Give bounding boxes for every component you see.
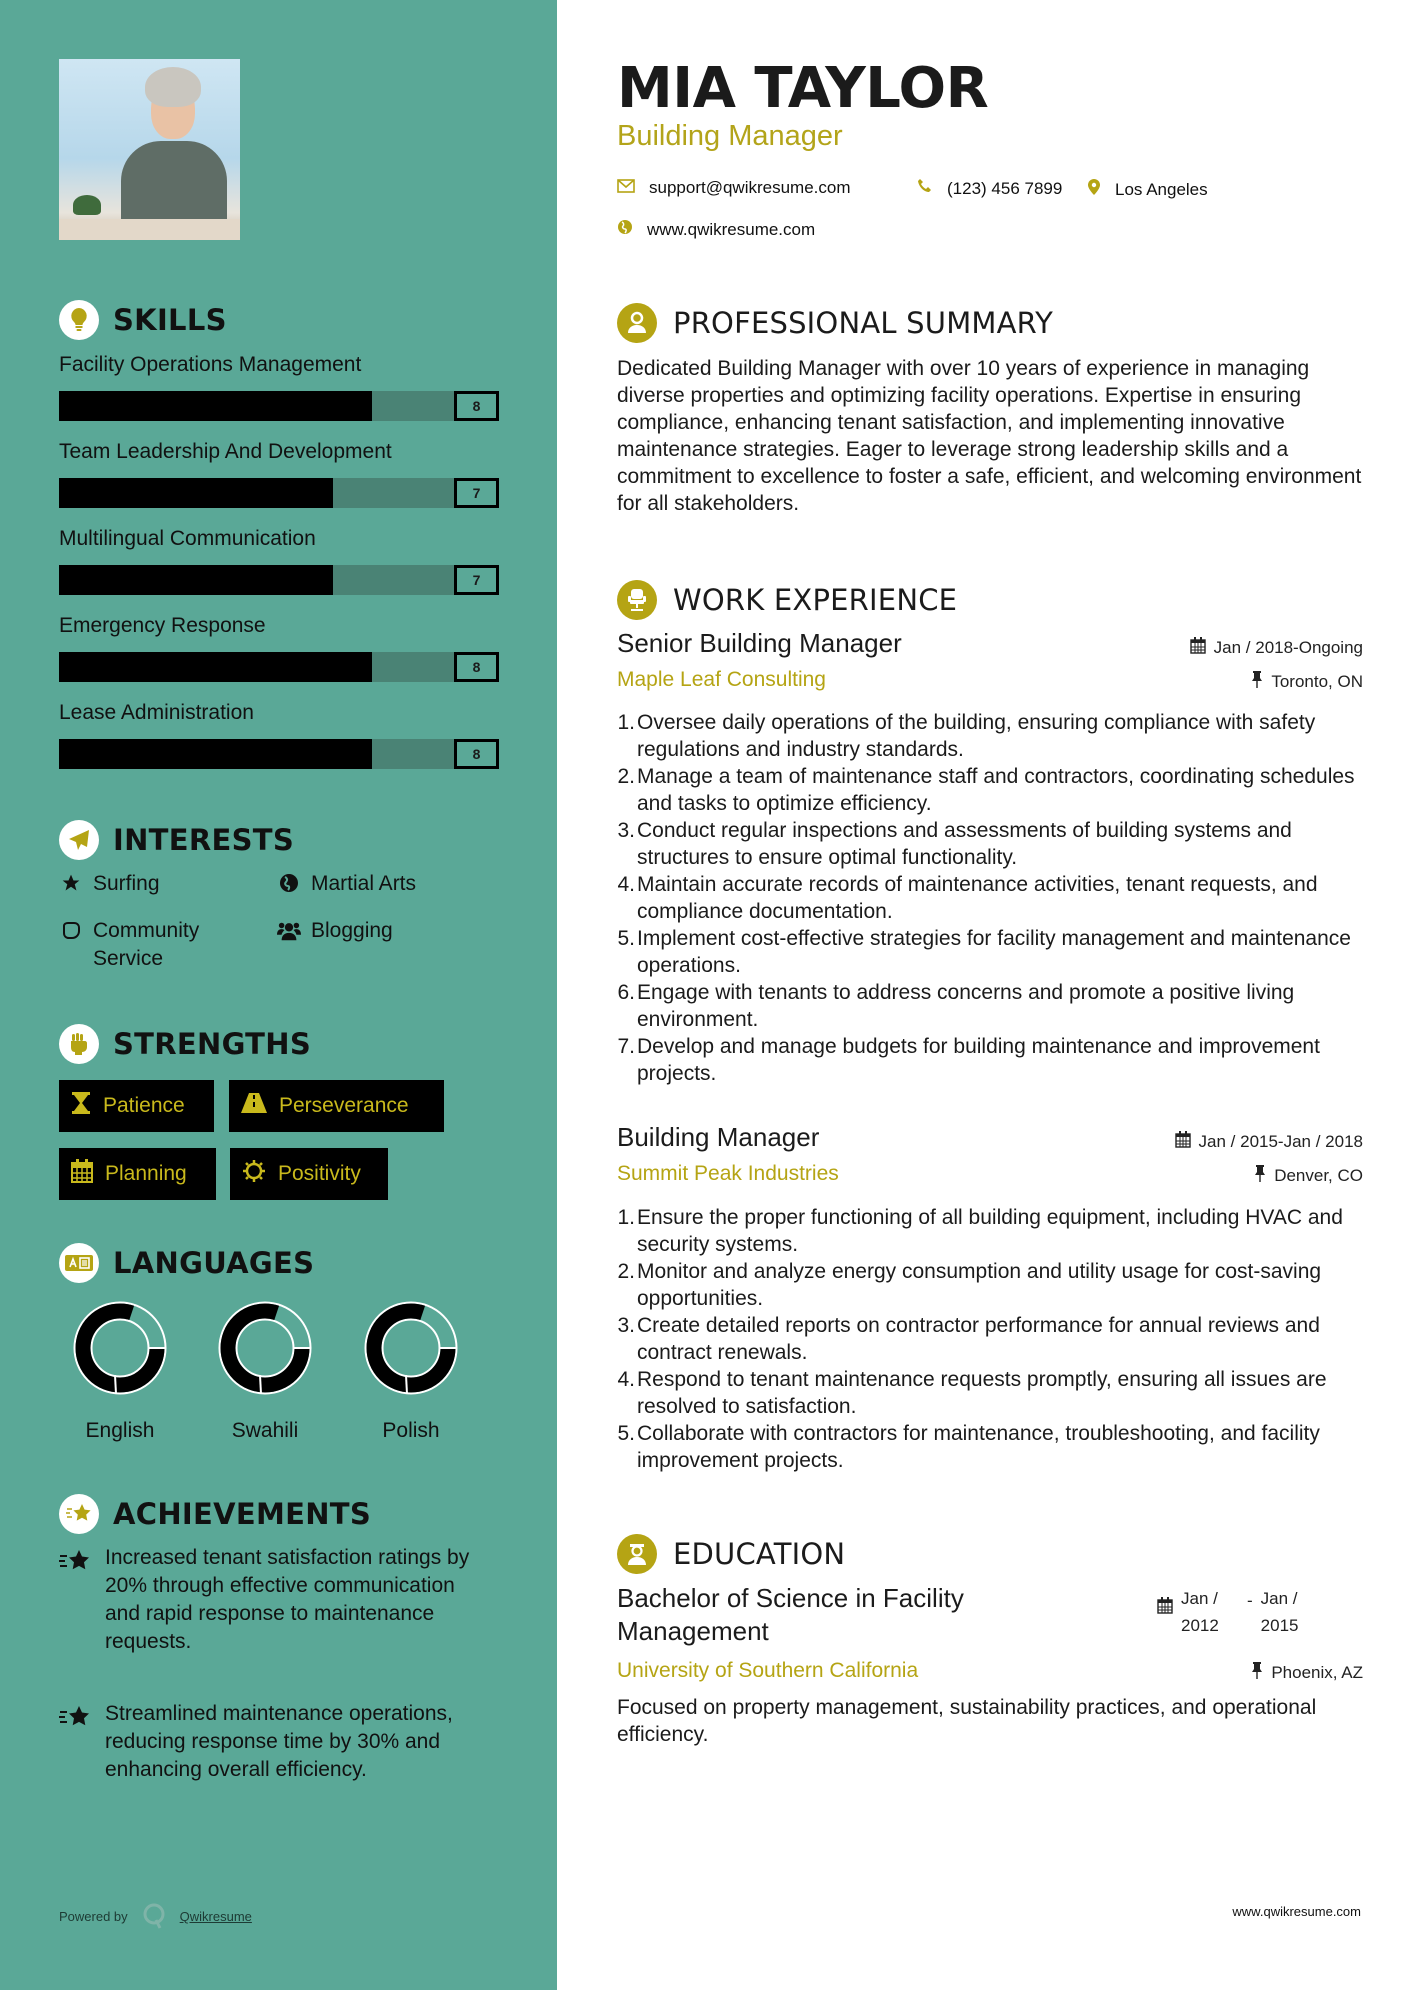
achievements-header [59,1494,371,1534]
skill-bar [59,652,499,682]
skill-bar [59,391,499,421]
language-donut [217,1300,313,1396]
summary-header [617,303,1053,343]
globe-icon [617,219,633,240]
pushpin-icon [1251,671,1263,693]
graduate-icon [617,1534,657,1574]
profile-photo [59,59,240,240]
job-responsibilities [617,709,1377,1087]
paper-plane-icon [59,820,99,860]
pushpin-icon [1251,1662,1263,1684]
email-link[interactable]: support@qwikresume.com [649,178,851,197]
contact-email [617,178,851,198]
language-item: Polish [351,1300,471,1443]
languages-title: LANGUAGES [113,1246,315,1280]
calendar-icon [1190,637,1206,659]
contact-location: Los Angeles [1087,178,1208,201]
list-item: 6. Engage with tenants to address concerns and promote a positive living environment. [617,981,1295,1031]
candidate-role: Building Manager [617,120,843,152]
skills-header [59,300,227,340]
envelope-icon [617,178,635,198]
achievements-title: ACHIEVEMENTS [113,1497,372,1531]
education-header [617,1534,845,1574]
education-description: Focused on property management, sustainability practices, and operational efficiency. [617,1696,1317,1746]
skill-item: Team Leadership And Development 7 [59,438,499,508]
skill-score: 7 [454,478,499,508]
list-item: 4. Respond to tenant maintenance requests promptly, ensuring all issues are resolved to satisfaction. [617,1368,1327,1418]
strength-chip: Patience [59,1080,214,1132]
website-link[interactable]: www.qwikresume.com [647,219,816,239]
school-name: University of Southern California [617,1659,919,1682]
achievement-item: Increased tenant satisfaction ratings by 20% through effective communication and rapid response to maintenance requests. [59,1544,479,1656]
interests-title: INTERESTS [113,823,295,857]
language-item: English [60,1300,180,1443]
skill-item: Facility Operations Management 8 [59,351,499,421]
lightbulb-icon [59,300,99,340]
language-icon [59,1243,99,1283]
skill-item: Multilingual Communication 7 [59,525,499,595]
skill-score: 8 [454,391,499,421]
raised-fist-icon [59,1024,99,1064]
skill-item: Emergency Response 8 [59,612,499,682]
hourglass-icon [71,1091,91,1121]
company-name: Maple Leaf Consulting [617,668,826,691]
list-item: 1. Oversee daily operations of the building, ensuring compliance with safety regulations and industry standards. [617,711,1316,761]
skill-score: 8 [454,739,499,769]
achievement-item: Streamlined maintenance operations, reducing response time by 30% and enhancing overall efficiency. [59,1700,479,1784]
list-item: 1. Ensure the proper functioning of all building equipment, including HVAC and security systems. [617,1206,1343,1256]
calendar-icon [1175,1131,1191,1153]
strength-chip: Planning [59,1148,216,1200]
candidate-name: MIA TAYLOR [617,56,989,121]
footer-website-link[interactable]: www.qwikresume.com [1232,1904,1361,1919]
languages-header [59,1243,314,1283]
sun-icon [242,1159,266,1189]
education-title: EDUCATION [673,1537,846,1571]
road-icon [241,1093,267,1119]
calendar-icon [1157,1585,1173,1639]
list-item: 3. Conduct regular inspections and assessments of building systems and structures to ensure optimal functionality. [617,819,1292,869]
skill-score: 7 [454,565,499,595]
contact-website [617,219,815,240]
interest-item: Surfing [59,870,160,898]
list-item: 5. Implement cost-effective strategies for facility management and maintenance operations. [617,927,1351,977]
star-icon [59,870,83,898]
list-item: 4. Maintain accurate records of maintenance activities, tenant requests, and compliance documentation. [617,873,1318,923]
skill-score: 8 [454,652,499,682]
shooting-star-icon [59,1700,93,1784]
strength-chip: Perseverance [229,1080,444,1132]
summary-title: PROFESSIONAL SUMMARY [673,306,1054,340]
experience-title: WORK EXPERIENCE [673,583,958,617]
skill-bar [59,478,499,508]
interest-item: Blogging [277,917,393,945]
pushpin-icon [1254,1165,1266,1187]
language-item: Swahili [205,1300,325,1443]
qwikresume-link[interactable]: Qwikresume [179,1909,252,1924]
list-item: 2. Manage a team of maintenance staff and contractors, coordinating schedules and tasks to optimize efficiency. [617,765,1355,815]
education-location: Phoenix, AZ [1251,1662,1363,1684]
job-title: Senior Building Manager [617,628,902,658]
interests-header [59,820,294,860]
skills-title: SKILLS [113,303,227,337]
interest-item: Martial Arts [277,870,416,898]
shooting-star-icon [59,1494,99,1534]
job-dates: Jan / 2018-Ongoing [1190,637,1363,659]
skill-bar [59,565,499,595]
skill-bar [59,739,499,769]
main-content [557,0,1407,1990]
interest-item: Community Service [59,917,259,973]
job-location: Denver, CO [1254,1165,1363,1187]
users-icon [277,917,301,945]
job-title: Building Manager [617,1122,820,1152]
job-location: Toronto, ON [1251,671,1363,693]
office-chair-icon [617,580,657,620]
list-item: 3. Create detailed reports on contractor performance for annual reviews and contract renewals. [617,1314,1320,1364]
job-dates: Jan / 2015-Jan / 2018 [1175,1131,1363,1153]
skill-item: Lease Administration 8 [59,699,499,769]
footer-powered-by: Powered by Qwikresume [59,1900,252,1933]
contact-phone: (123) 456 7899 [917,178,1062,199]
sidebar [0,0,557,1990]
map-pin-icon [1087,178,1101,201]
strengths-header [59,1024,311,1064]
summary-text: Dedicated Building Manager with over 10 years of experience in managing diverse properties and optimizing facility operations. Expertise in ensuring compliance, enhancing tenant satisfaction, and implementing innovative maintenance strategies. Eager to leverage strong leadership skills and a commitment to excellence to foster a safe, efficient, and welcoming environment for all stakeholders. [617,357,1362,515]
strength-chip: Positivity [230,1148,388,1200]
list-item: 5. Collaborate with contractors for maintenance, troubleshooting, and facility improvement projects. [617,1422,1320,1472]
fist-icon [59,917,83,973]
list-item: 2. Monitor and analyze energy consumption and utility usage for cost-saving opportunities. [617,1260,1322,1310]
experience-header [617,580,957,620]
user-icon [617,303,657,343]
list-item: 7. Develop and manage budgets for building maintenance and improvement projects. [617,1035,1320,1085]
phone-icon [917,178,933,199]
education-dates: Jan / 2012 - Jan / 2015 [1157,1585,1311,1639]
job-responsibilities [617,1204,1377,1474]
strengths-title: STRENGTHS [113,1027,312,1061]
qwikresume-logo-icon [142,1900,166,1933]
language-donut [363,1300,459,1396]
company-name: Summit Peak Industries [617,1162,839,1185]
shooting-star-icon [59,1544,93,1656]
calendar-icon [71,1159,93,1189]
degree-title: Bachelor of Science in Facility Management [617,1583,964,1646]
globe-icon [277,870,301,898]
language-donut [72,1300,168,1396]
